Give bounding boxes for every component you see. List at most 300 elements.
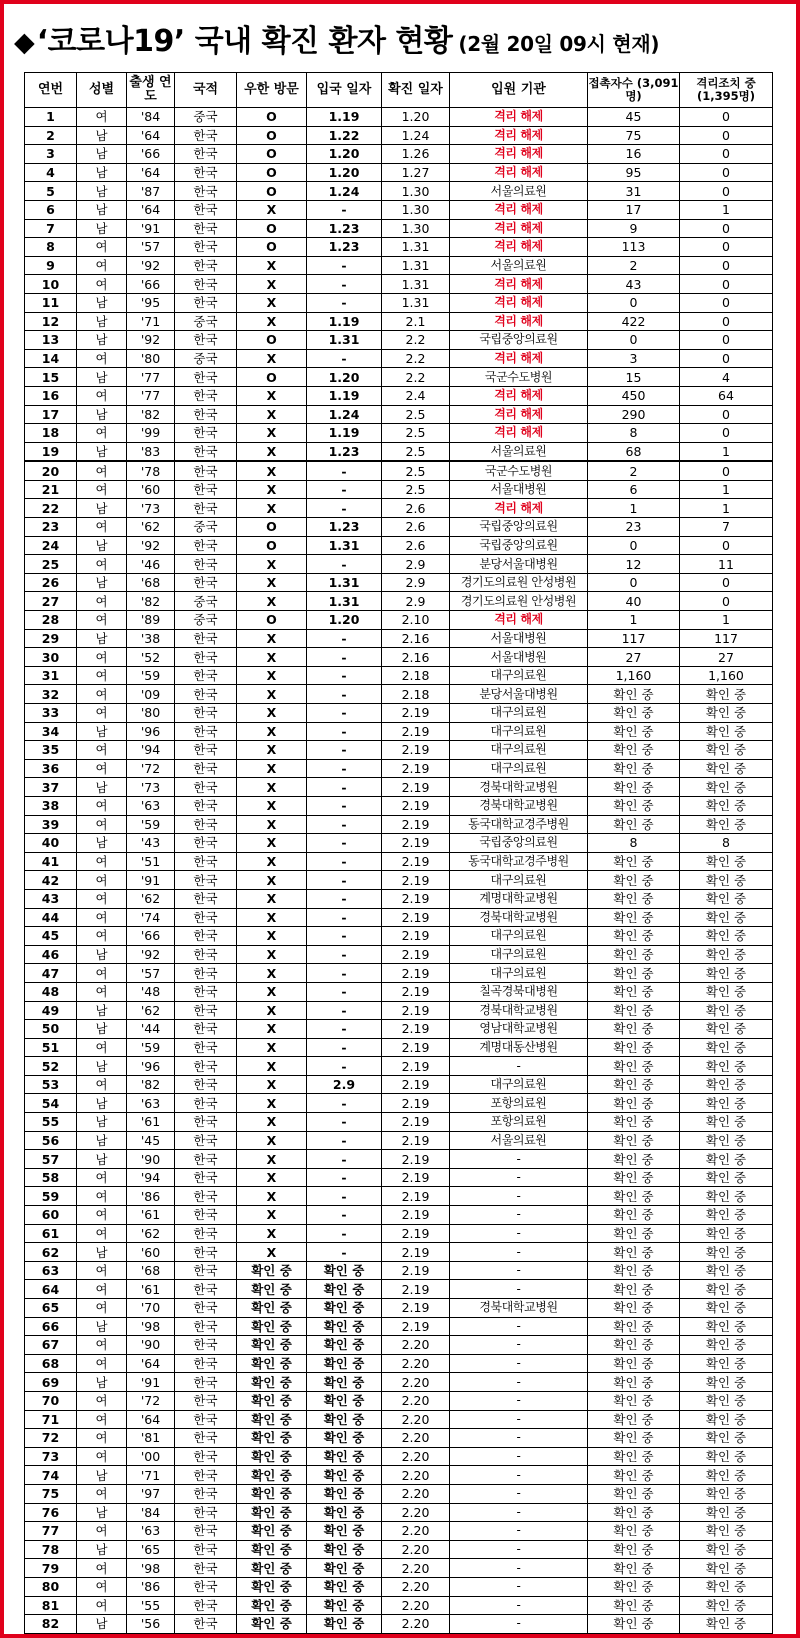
cell-no: 29 (25, 629, 77, 648)
cell-nationality: 한국 (175, 1466, 237, 1485)
cell-wuhan-visit: O (237, 368, 307, 387)
table-row (25, 536, 773, 555)
cell-nationality: 한국 (175, 555, 237, 574)
cell-isolation: 확인 중 (680, 1540, 773, 1559)
cell-nationality: 한국 (175, 1410, 237, 1429)
cell-sex: 여 (77, 759, 127, 778)
cell-birth-year: '95 (127, 293, 175, 312)
table-row (25, 573, 773, 592)
cell-hospital: - (450, 1354, 588, 1373)
cell-sex: 남 (77, 573, 127, 592)
table-row (25, 1317, 773, 1336)
cell-hospital: 경북대학교병원 (450, 796, 588, 815)
cell-sex: 여 (77, 592, 127, 611)
cell-hospital: 격리 해제 (450, 293, 588, 312)
cell-isolation: 0 (680, 536, 773, 555)
cell-contacts: 3 (588, 349, 680, 368)
cell-hospital: 격리 해제 (450, 126, 588, 145)
cell-sex: 여 (77, 1336, 127, 1355)
cell-wuhan-visit: 확인 중 (237, 1354, 307, 1373)
cell-nationality: 한국 (175, 1447, 237, 1466)
cell-nationality: 한국 (175, 871, 237, 890)
cell-nationality: 한국 (175, 238, 237, 257)
cell-birth-year: '84 (127, 1503, 175, 1522)
cell-sex: 여 (77, 108, 127, 127)
table-row (25, 1596, 773, 1615)
cell-birth-year: '66 (127, 275, 175, 294)
cell-confirm-date: 2.16 (382, 629, 450, 648)
cell-confirm-date: 2.19 (382, 927, 450, 946)
cell-no: 12 (25, 312, 77, 331)
cell-sex: 남 (77, 1094, 127, 1113)
cell-isolation: 확인 중 (680, 852, 773, 871)
cell-birth-year: '74 (127, 908, 175, 927)
cell-hospital: 포항의료원 (450, 1113, 588, 1132)
cell-sex: 여 (77, 1187, 127, 1206)
cell-entry-date: 1.24 (307, 182, 382, 201)
table-row (25, 666, 773, 685)
cell-wuhan-visit: 확인 중 (237, 1503, 307, 1522)
cell-wuhan-visit: 확인 중 (237, 1336, 307, 1355)
cell-isolation: 확인 중 (680, 815, 773, 834)
cell-no: 54 (25, 1094, 77, 1113)
cell-contacts: 확인 중 (588, 704, 680, 723)
table-row (25, 386, 773, 405)
cell-birth-year: '45 (127, 1131, 175, 1150)
cell-hospital: - (450, 1522, 588, 1541)
cell-birth-year: '09 (127, 685, 175, 704)
cell-nationality: 한국 (175, 499, 237, 518)
cell-wuhan-visit: 확인 중 (237, 1466, 307, 1485)
cell-isolation: 1 (680, 480, 773, 499)
cell-entry-date: 1.20 (307, 163, 382, 182)
cell-nationality: 한국 (175, 1429, 237, 1448)
cell-wuhan-visit: X (237, 1206, 307, 1225)
cell-no: 60 (25, 1206, 77, 1225)
cell-nationality: 한국 (175, 1131, 237, 1150)
cell-contacts: 확인 중 (588, 1168, 680, 1187)
cell-hospital: 대구의료원 (450, 704, 588, 723)
cell-hospital: - (450, 1503, 588, 1522)
cell-wuhan-visit: X (237, 704, 307, 723)
cell-entry-date: - (307, 927, 382, 946)
table-row (25, 1466, 773, 1485)
header-no: 연번 (25, 73, 77, 108)
table-row (25, 964, 773, 983)
cell-isolation: 확인 중 (680, 964, 773, 983)
cell-isolation: 0 (680, 293, 773, 312)
cell-wuhan-visit: X (237, 1113, 307, 1132)
cell-contacts: 422 (588, 312, 680, 331)
cell-hospital: 서울의료원 (450, 182, 588, 201)
cell-confirm-date: 2.5 (382, 442, 450, 461)
cell-isolation: 0 (680, 163, 773, 182)
cell-wuhan-visit: X (237, 1094, 307, 1113)
cell-hospital: 대구의료원 (450, 666, 588, 685)
cell-isolation: 64 (680, 386, 773, 405)
table-row (25, 349, 773, 368)
cell-isolation: 0 (680, 182, 773, 201)
cell-confirm-date: 2.9 (382, 573, 450, 592)
table-row (25, 1559, 773, 1578)
cell-entry-date: 확인 중 (307, 1261, 382, 1280)
cell-entry-date: - (307, 834, 382, 853)
cell-contacts: 확인 중 (588, 1336, 680, 1355)
cell-contacts: 확인 중 (588, 1410, 680, 1429)
cell-nationality: 한국 (175, 1299, 237, 1318)
cell-isolation: 확인 중 (680, 1577, 773, 1596)
cell-isolation: 0 (680, 256, 773, 275)
cell-no: 35 (25, 741, 77, 760)
cell-hospital: 격리 해제 (450, 145, 588, 164)
cell-nationality: 한국 (175, 461, 237, 480)
cell-sex: 남 (77, 629, 127, 648)
cell-sex: 여 (77, 1280, 127, 1299)
cell-birth-year: '64 (127, 126, 175, 145)
cell-no: 20 (25, 461, 77, 480)
cell-sex: 남 (77, 331, 127, 350)
cell-contacts: 1,160 (588, 666, 680, 685)
cell-birth-year: '66 (127, 927, 175, 946)
cell-wuhan-visit: X (237, 480, 307, 499)
table-row (25, 200, 773, 219)
cell-hospital: 서울의료원 (450, 256, 588, 275)
cell-birth-year: '64 (127, 1410, 175, 1429)
cell-isolation: 0 (680, 461, 773, 480)
cell-contacts: 확인 중 (588, 1299, 680, 1318)
cell-isolation: 확인 중 (680, 1484, 773, 1503)
cell-wuhan-visit: X (237, 871, 307, 890)
cell-birth-year: '48 (127, 982, 175, 1001)
cell-hospital: - (450, 1466, 588, 1485)
cell-hospital: - (450, 1577, 588, 1596)
cell-entry-date: - (307, 722, 382, 741)
cell-birth-year: '56 (127, 1615, 175, 1634)
cell-no: 3 (25, 145, 77, 164)
cell-hospital: 국군수도병원 (450, 368, 588, 387)
cell-sex: 남 (77, 442, 127, 461)
cell-contacts: 확인 중 (588, 889, 680, 908)
table-row (25, 126, 773, 145)
cell-nationality: 중국 (175, 349, 237, 368)
cell-isolation: 확인 중 (680, 1001, 773, 1020)
table-row (25, 1001, 773, 1020)
cell-sex: 남 (77, 200, 127, 219)
cell-hospital: 격리 해제 (450, 499, 588, 518)
table-row (25, 1354, 773, 1373)
cell-no: 37 (25, 778, 77, 797)
cell-wuhan-visit: O (237, 182, 307, 201)
cell-contacts: 확인 중 (588, 722, 680, 741)
cell-confirm-date: 2.19 (382, 1243, 450, 1262)
cell-no: 34 (25, 722, 77, 741)
cell-isolation: 확인 중 (680, 1559, 773, 1578)
cell-nationality: 한국 (175, 908, 237, 927)
cell-birth-year: '84 (127, 108, 175, 127)
cell-confirm-date: 2.19 (382, 1075, 450, 1094)
cell-entry-date: 확인 중 (307, 1484, 382, 1503)
cell-contacts: 확인 중 (588, 1559, 680, 1578)
cell-contacts: 확인 중 (588, 908, 680, 927)
table-row (25, 1391, 773, 1410)
cell-hospital: - (450, 1540, 588, 1559)
cell-birth-year: '72 (127, 759, 175, 778)
cell-birth-year: '96 (127, 1057, 175, 1076)
cell-confirm-date: 2.19 (382, 1168, 450, 1187)
cell-sex: 남 (77, 145, 127, 164)
cell-no: 5 (25, 182, 77, 201)
cell-hospital: 대구의료원 (450, 871, 588, 890)
cell-isolation: 확인 중 (680, 945, 773, 964)
cell-no: 52 (25, 1057, 77, 1076)
cell-entry-date: 1.23 (307, 238, 382, 257)
cell-isolation: 확인 중 (680, 1447, 773, 1466)
table-row (25, 871, 773, 890)
cell-nationality: 중국 (175, 592, 237, 611)
cell-confirm-date: 2.20 (382, 1336, 450, 1355)
cell-sex: 여 (77, 480, 127, 499)
cell-sex: 여 (77, 648, 127, 667)
cell-entry-date: 확인 중 (307, 1373, 382, 1392)
cell-nationality: 한국 (175, 442, 237, 461)
cell-contacts: 확인 중 (588, 1484, 680, 1503)
cell-sex: 여 (77, 1206, 127, 1225)
cell-wuhan-visit: X (237, 461, 307, 480)
table-row (25, 1447, 773, 1466)
cell-sex: 여 (77, 611, 127, 630)
cell-contacts: 75 (588, 126, 680, 145)
cell-contacts: 16 (588, 145, 680, 164)
cell-entry-date: - (307, 1038, 382, 1057)
cell-sex: 여 (77, 685, 127, 704)
cell-confirm-date: 2.19 (382, 1150, 450, 1169)
cell-confirm-date: 1.20 (382, 108, 450, 127)
cell-confirm-date: 2.20 (382, 1429, 450, 1448)
cell-wuhan-visit: O (237, 536, 307, 555)
cell-contacts: 0 (588, 536, 680, 555)
cell-birth-year: '00 (127, 1447, 175, 1466)
cell-no: 77 (25, 1522, 77, 1541)
cell-contacts: 확인 중 (588, 1280, 680, 1299)
cell-sex: 남 (77, 219, 127, 238)
cell-isolation: 확인 중 (680, 927, 773, 946)
cell-birth-year: '70 (127, 1299, 175, 1318)
cell-isolation: 확인 중 (680, 759, 773, 778)
cell-confirm-date: 2.19 (382, 945, 450, 964)
cell-nationality: 한국 (175, 834, 237, 853)
cell-sex: 여 (77, 852, 127, 871)
cell-no: 21 (25, 480, 77, 499)
cell-hospital: - (450, 1336, 588, 1355)
cell-nationality: 한국 (175, 1336, 237, 1355)
cell-birth-year: '73 (127, 778, 175, 797)
cell-nationality: 한국 (175, 759, 237, 778)
cell-isolation: 확인 중 (680, 1503, 773, 1522)
cell-nationality: 중국 (175, 611, 237, 630)
cell-nationality: 한국 (175, 182, 237, 201)
cell-birth-year: '60 (127, 1243, 175, 1262)
cell-confirm-date: 2.19 (382, 1113, 450, 1132)
cell-hospital: - (450, 1057, 588, 1076)
cell-contacts: 43 (588, 275, 680, 294)
cell-no: 45 (25, 927, 77, 946)
cell-no: 67 (25, 1336, 77, 1355)
table-row (25, 796, 773, 815)
cell-no: 43 (25, 889, 77, 908)
cell-confirm-date: 2.19 (382, 722, 450, 741)
cell-no: 57 (25, 1150, 77, 1169)
cell-entry-date: 확인 중 (307, 1447, 382, 1466)
cell-confirm-date: 2.19 (382, 964, 450, 983)
cell-entry-date: - (307, 685, 382, 704)
cell-contacts: 확인 중 (588, 982, 680, 1001)
cell-sex: 여 (77, 386, 127, 405)
table-row (25, 1187, 773, 1206)
cell-isolation: 117 (680, 629, 773, 648)
cell-isolation: 확인 중 (680, 1243, 773, 1262)
cell-hospital: 대구의료원 (450, 1075, 588, 1094)
table-row (25, 331, 773, 350)
cell-hospital: 서울대병원 (450, 648, 588, 667)
cell-contacts: 확인 중 (588, 1466, 680, 1485)
cell-wuhan-visit: X (237, 815, 307, 834)
table-row (25, 852, 773, 871)
cell-birth-year: '63 (127, 1094, 175, 1113)
table-row (25, 1150, 773, 1169)
cell-isolation: 확인 중 (680, 741, 773, 760)
cell-contacts: 확인 중 (588, 1224, 680, 1243)
cell-isolation: 확인 중 (680, 908, 773, 927)
cell-wuhan-visit: X (237, 759, 307, 778)
cell-confirm-date: 2.18 (382, 685, 450, 704)
cell-birth-year: '60 (127, 480, 175, 499)
cell-confirm-date: 2.19 (382, 796, 450, 815)
cell-wuhan-visit: X (237, 722, 307, 741)
cell-entry-date: - (307, 499, 382, 518)
cell-contacts: 확인 중 (588, 796, 680, 815)
cell-wuhan-visit: 확인 중 (237, 1373, 307, 1392)
cell-wuhan-visit: O (237, 611, 307, 630)
cell-confirm-date: 2.20 (382, 1466, 450, 1485)
cell-confirm-date: 1.31 (382, 293, 450, 312)
cell-isolation: 확인 중 (680, 1020, 773, 1039)
cell-hospital: - (450, 1559, 588, 1578)
cell-entry-date: 확인 중 (307, 1354, 382, 1373)
cell-sex: 여 (77, 1224, 127, 1243)
cell-no: 81 (25, 1596, 77, 1615)
cell-isolation: 확인 중 (680, 1261, 773, 1280)
cell-sex: 남 (77, 1503, 127, 1522)
cell-nationality: 한국 (175, 1150, 237, 1169)
cell-confirm-date: 1.31 (382, 238, 450, 257)
cell-sex: 남 (77, 1243, 127, 1262)
cell-wuhan-visit: X (237, 1038, 307, 1057)
cell-no: 82 (25, 1615, 77, 1634)
cell-no: 30 (25, 648, 77, 667)
cell-sex: 남 (77, 1001, 127, 1020)
cell-wuhan-visit: X (237, 964, 307, 983)
table-row (25, 1540, 773, 1559)
cell-no: 38 (25, 796, 77, 815)
cell-entry-date: - (307, 629, 382, 648)
cell-hospital: - (450, 1410, 588, 1429)
cell-nationality: 한국 (175, 852, 237, 871)
cell-confirm-date: 2.19 (382, 778, 450, 797)
cell-entry-date: - (307, 1020, 382, 1039)
cell-contacts: 확인 중 (588, 1261, 680, 1280)
cell-no: 63 (25, 1261, 77, 1280)
cell-hospital: - (450, 1243, 588, 1262)
cell-nationality: 한국 (175, 1038, 237, 1057)
cell-nationality: 한국 (175, 405, 237, 424)
cell-hospital: 격리 해제 (450, 163, 588, 182)
cell-birth-year: '64 (127, 1354, 175, 1373)
cell-birth-year: '73 (127, 499, 175, 518)
cell-isolation: 확인 중 (680, 1038, 773, 1057)
cell-contacts: 확인 중 (588, 1447, 680, 1466)
cell-sex: 남 (77, 1020, 127, 1039)
cell-wuhan-visit: O (237, 145, 307, 164)
cell-isolation: 확인 중 (680, 1391, 773, 1410)
cell-isolation: 0 (680, 405, 773, 424)
cell-birth-year: '92 (127, 536, 175, 555)
cell-isolation: 확인 중 (680, 1596, 773, 1615)
cell-hospital: - (450, 1391, 588, 1410)
cell-contacts: 확인 중 (588, 1206, 680, 1225)
cell-sex: 남 (77, 834, 127, 853)
cell-confirm-date: 2.20 (382, 1354, 450, 1373)
cell-isolation: 확인 중 (680, 1094, 773, 1113)
cell-birth-year: '77 (127, 386, 175, 405)
header-birth-year: 출생 연도 (127, 73, 175, 108)
cell-isolation: 확인 중 (680, 1373, 773, 1392)
cell-wuhan-visit: X (237, 592, 307, 611)
cell-no: 51 (25, 1038, 77, 1057)
cell-confirm-date: 2.20 (382, 1540, 450, 1559)
cell-confirm-date: 2.20 (382, 1522, 450, 1541)
cell-no: 32 (25, 685, 77, 704)
cell-isolation: 1 (680, 200, 773, 219)
cell-birth-year: '83 (127, 442, 175, 461)
cell-sex: 남 (77, 1466, 127, 1485)
cell-sex: 남 (77, 1113, 127, 1132)
cell-confirm-date: 2.19 (382, 1224, 450, 1243)
cell-contacts: 1 (588, 499, 680, 518)
cell-confirm-date: 1.30 (382, 182, 450, 201)
cell-isolation: 확인 중 (680, 1224, 773, 1243)
table-row (25, 480, 773, 499)
cell-birth-year: '65 (127, 1540, 175, 1559)
cell-birth-year: '92 (127, 945, 175, 964)
cell-nationality: 한국 (175, 889, 237, 908)
cell-isolation: 0 (680, 108, 773, 127)
cell-confirm-date: 2.16 (382, 648, 450, 667)
header-wuhan-visit: 우한 방문 (237, 73, 307, 108)
cell-hospital: 계명대동산병원 (450, 1038, 588, 1057)
cell-birth-year: '62 (127, 889, 175, 908)
cell-sex: 여 (77, 1075, 127, 1094)
cell-confirm-date: 2.6 (382, 536, 450, 555)
cell-wuhan-visit: X (237, 1150, 307, 1169)
cell-nationality: 한국 (175, 1113, 237, 1132)
cell-no: 41 (25, 852, 77, 871)
cell-confirm-date: 2.19 (382, 1317, 450, 1336)
cell-hospital: 격리 해제 (450, 275, 588, 294)
cell-sex: 남 (77, 126, 127, 145)
cell-isolation: 확인 중 (680, 1280, 773, 1299)
cell-entry-date: 확인 중 (307, 1522, 382, 1541)
cell-contacts: 확인 중 (588, 927, 680, 946)
